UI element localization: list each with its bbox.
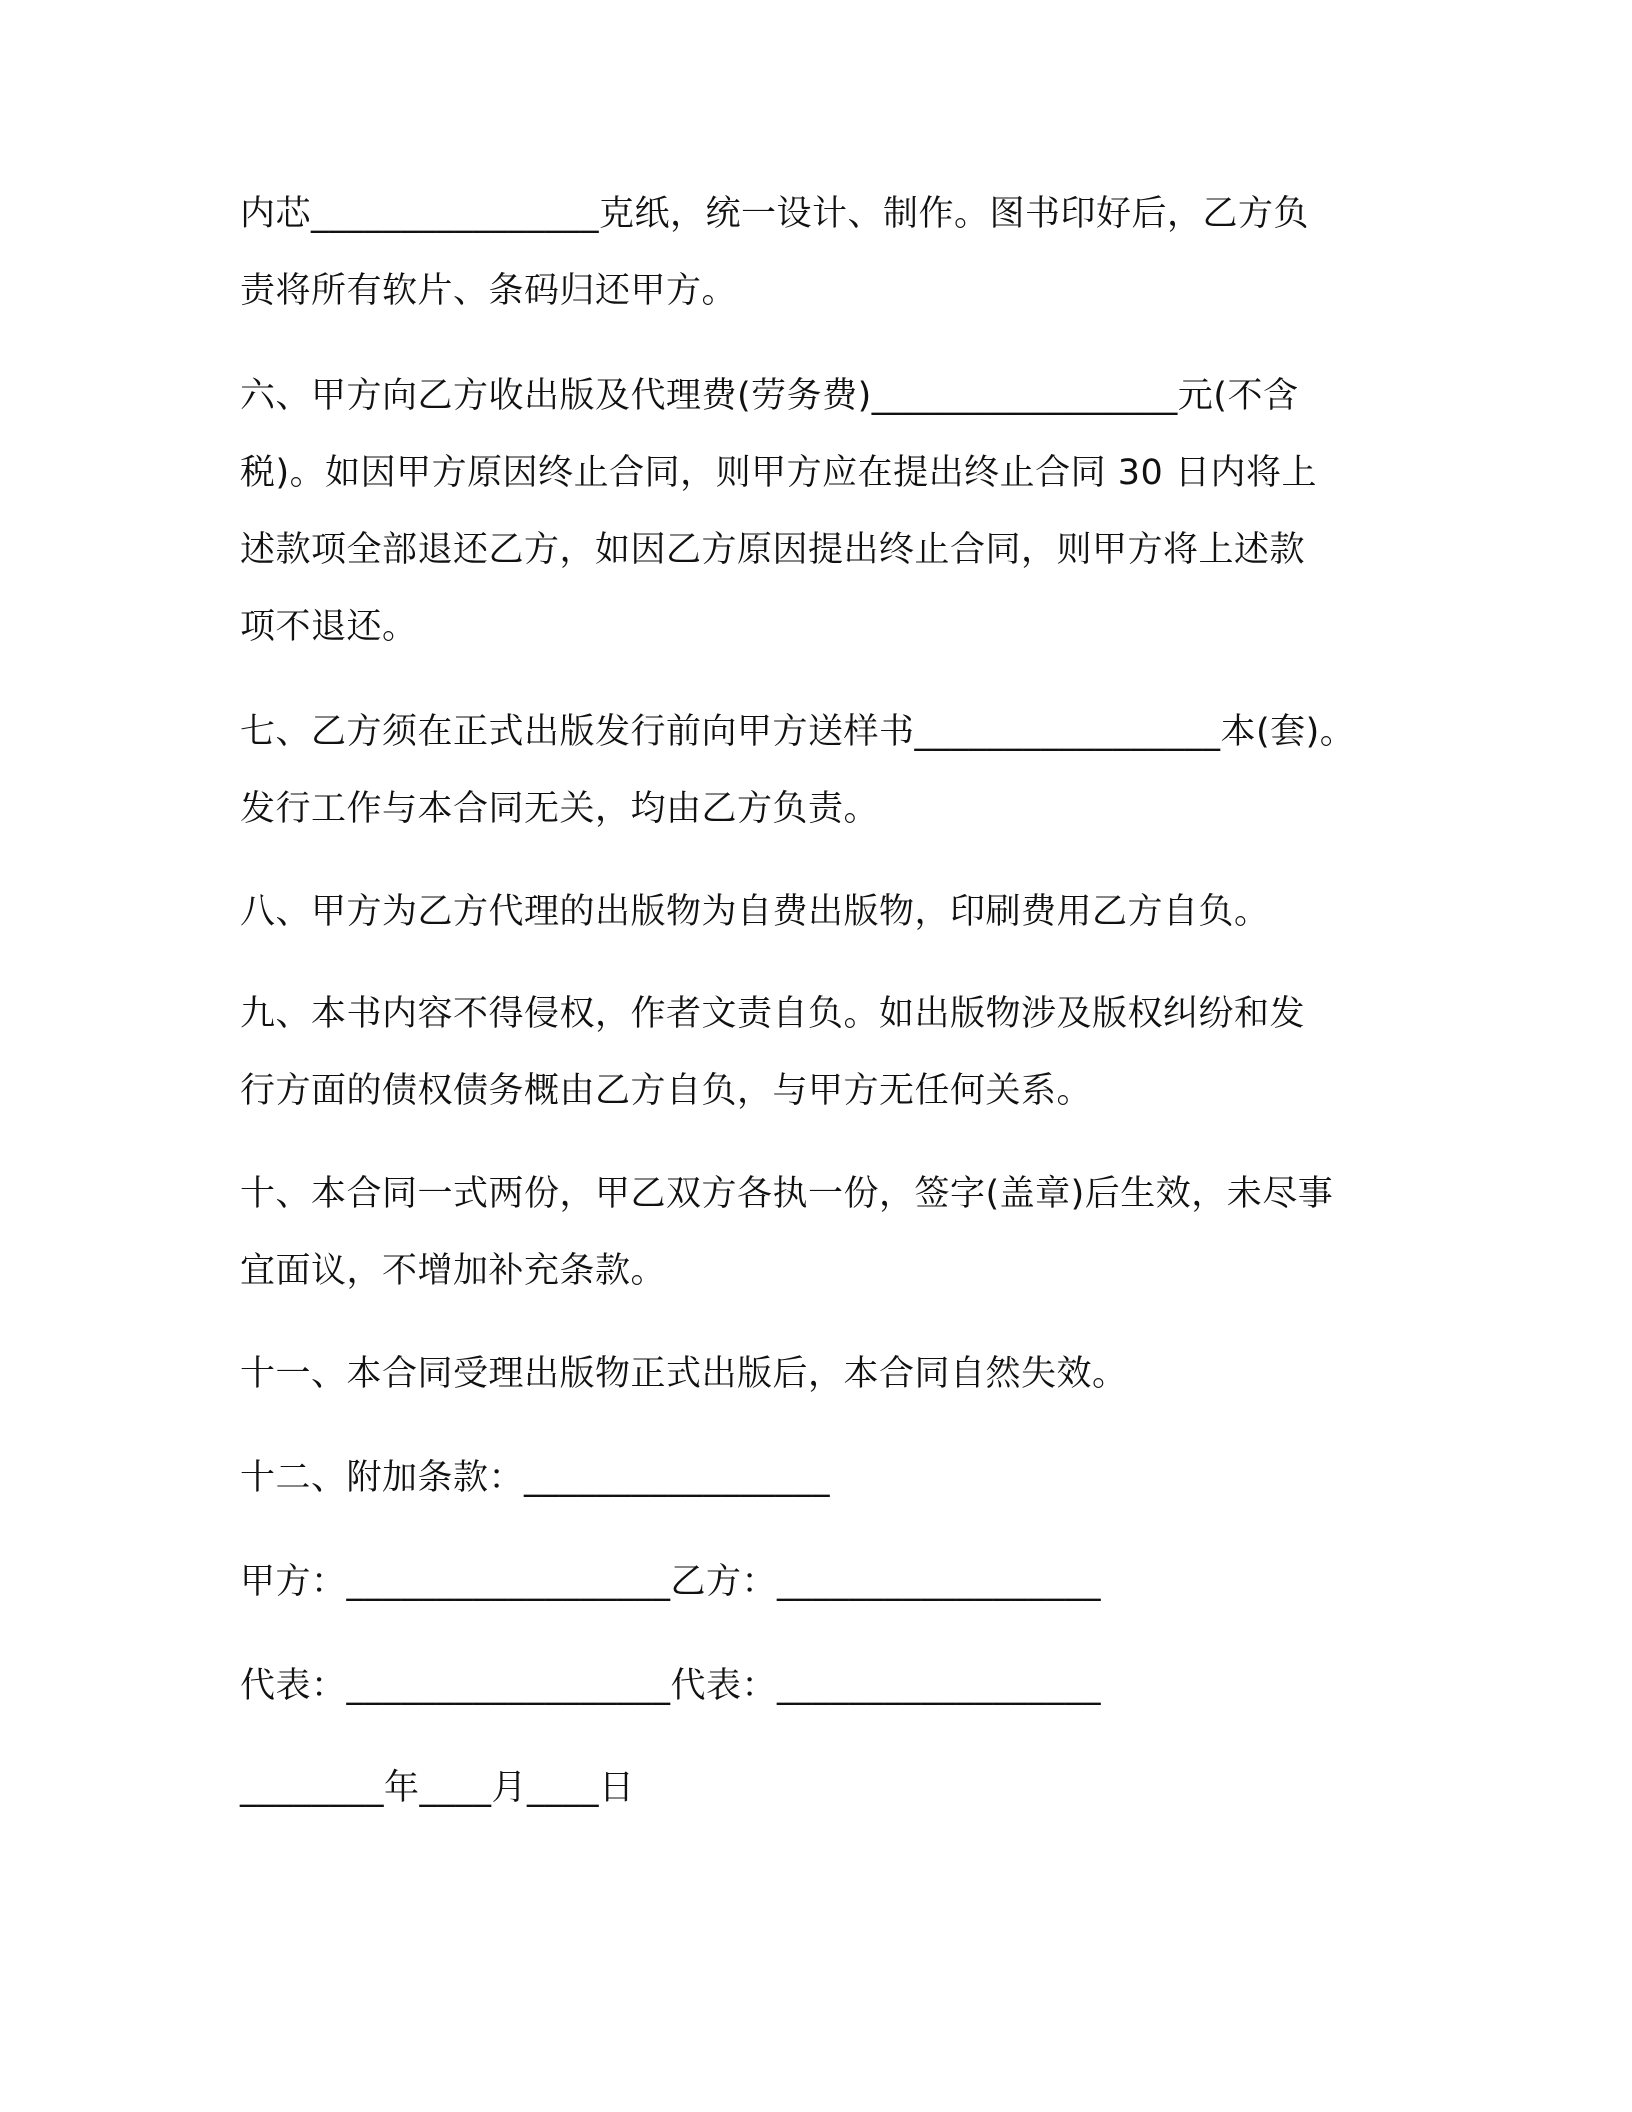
text-line: 八、甲方为乙方代理的出版物为自费出版物，印刷费用乙方自负。 [240, 892, 1270, 932]
paragraph-clause-10 [240, 1156, 1420, 1310]
signature-line-representatives [240, 1648, 1420, 1725]
paragraph-clause-9 [240, 976, 1420, 1130]
paragraph-clause-8 [240, 874, 1420, 951]
text-line: 述款项全部退还乙方，如因乙方原因提出终止合同，则甲方将上述款 [240, 530, 1306, 570]
paragraph-clause-12 [240, 1440, 1420, 1517]
paragraph-clause-6 [240, 358, 1420, 666]
text-line: 十二、附加条款：_________________ [240, 1458, 831, 1498]
text-line: 项不退还。 [240, 607, 418, 647]
text-line: 代表：__________________代表：__________________ [240, 1666, 1102, 1706]
text-line: 七、乙方须在正式出版发行前向甲方送样书_________________本(套)。 [240, 712, 1356, 752]
paragraph-clause-11 [240, 1336, 1420, 1413]
signature-line-date [240, 1750, 1420, 1827]
text-line: 内芯________________克纸，统一设计、制作。图书印好后，乙方负 [240, 194, 1310, 234]
text-line: 六、甲方向乙方收出版及代理费(劳务费)_________________元(不含 [240, 376, 1299, 416]
signature-line-parties [240, 1544, 1420, 1621]
text-line: 税)。如因甲方原因终止合同，则甲方应在提出终止合同 30 日内将上 [240, 453, 1317, 493]
text-line: ________年____月____日 [240, 1768, 635, 1808]
text-line: 宜面议，不增加补充条款。 [240, 1251, 667, 1291]
text-line: 发行工作与本合同无关，均由乙方负责。 [240, 789, 880, 829]
text-line: 九、本书内容不得侵权，作者文责自负。如出版物涉及版权纠纷和发 [240, 994, 1306, 1034]
paragraph-clause-7 [240, 694, 1420, 848]
text-line: 甲方：__________________乙方：__________________ [240, 1562, 1102, 1602]
text-line: 责将所有软片、条码归还甲方。 [240, 271, 738, 311]
text-line: 十、本合同一式两份，甲乙双方各执一份，签字(盖章)后生效，未尽事 [240, 1174, 1334, 1214]
text-line: 行方面的债权债务概由乙方自负，与甲方无任何关系。 [240, 1071, 1093, 1111]
text-line: 十一、本合同受理出版物正式出版后，本合同自然失效。 [240, 1354, 1128, 1394]
paragraph-clause-5-continued [240, 176, 1420, 330]
